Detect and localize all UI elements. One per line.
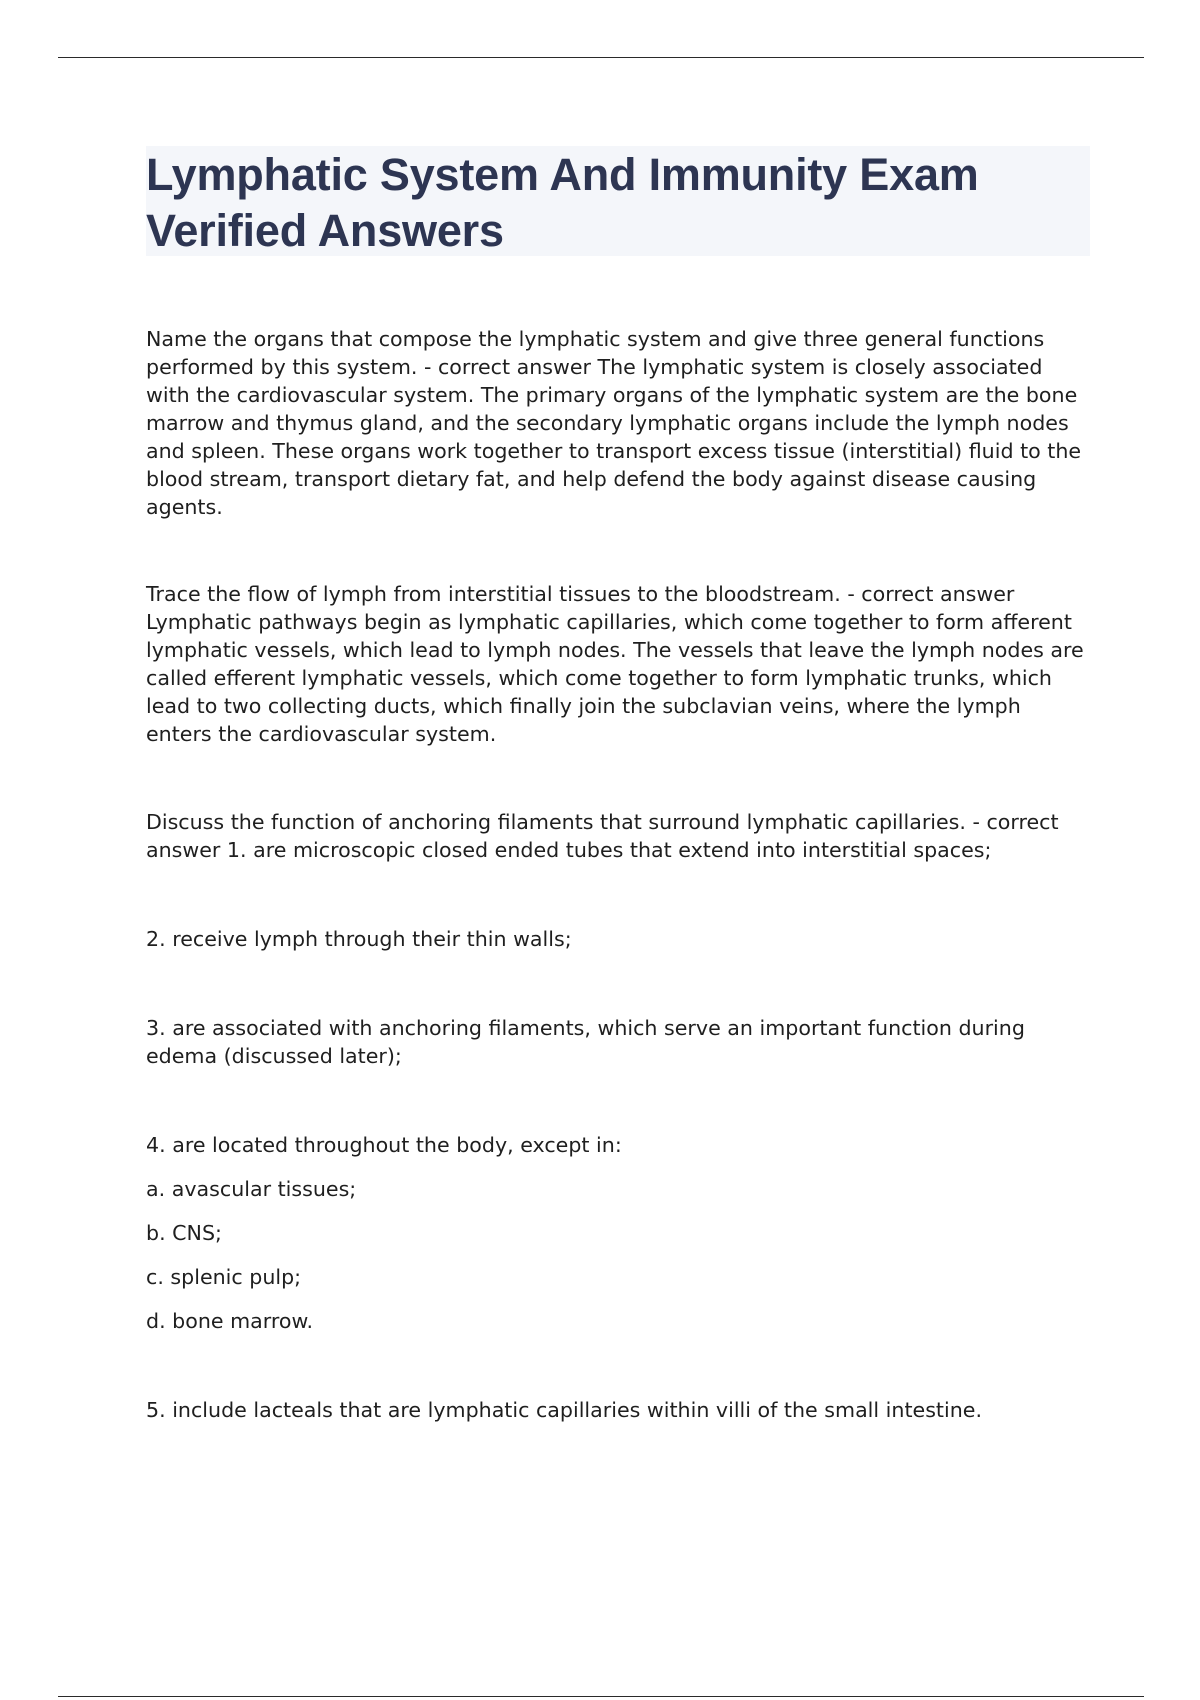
question-anchoring-filaments: Discuss the function of anchoring filaments that surround lymphatic capillaries. - correct answer 1. are microscopic closed ended tubes that extend into interstitial spaces; — [146, 810, 1059, 862]
answer-subitem-d: d. bone marrow. — [146, 1309, 314, 1333]
document-title: Lymphatic System And Immunity Exam Verified Answers — [146, 149, 979, 256]
document-body — [146, 146, 1090, 1424]
answer-subitem-b: b. CNS; — [146, 1221, 222, 1245]
answer-subitem-c: c. splenic pulp; — [146, 1265, 302, 1289]
question-lymph-flow: Trace the flow of lymph from interstitial tissues to the bloodstream. - correct answer Lymphatic pathways begin as lymphatic capillaries, which come together to form afferent lymphatic vessels, which lead to lymph nodes. The vessels that leave the lymph nodes are called efferent lymphatic vessels, which come together to form lymphatic trunks, which lead to two collecting ducts, which finally join the subclavian veins, where the lymph enters the cardiovascular system. — [146, 582, 1084, 746]
bottom-rule — [58, 1696, 1144, 1697]
answer-item-3: 3. are associated with anchoring filaments, which serve an important function during edema (discussed later); — [146, 1016, 1025, 1068]
answer-subitem-a: a. avascular tissues; — [146, 1177, 357, 1201]
answer-item-4: 4. are located throughout the body, except in: — [146, 1133, 622, 1157]
question-organs-functions: Name the organs that compose the lymphatic system and give three general functions performed by this system. - correct answer The lymphatic system is closely associated with the cardiovascular system. The primary organs of the lymphatic system are the bone marrow and thymus gland, and the secondary lymphatic organs include the lymph nodes and spleen. These organs work together to transport excess tissue (interstitial) fluid to the blood stream, transport dietary fat, and help defend the body against disease causing agents. — [146, 327, 1082, 519]
top-rule — [58, 57, 1144, 58]
title-banner — [146, 146, 1090, 256]
answer-item-2: 2. receive lymph through their thin walls; — [146, 927, 572, 951]
answer-item-5: 5. include lacteals that are lymphatic capillaries within villi of the small intestine. — [146, 1398, 982, 1422]
